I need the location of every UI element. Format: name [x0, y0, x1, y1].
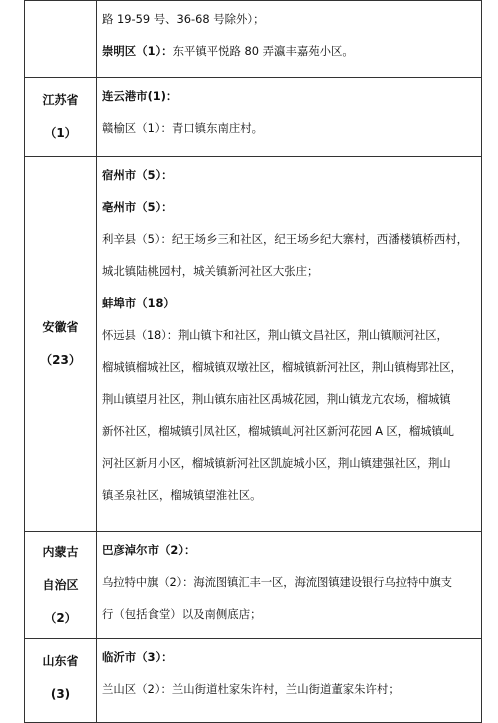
content-cell	[97, 532, 482, 639]
detail-text: 榴城镇榴城社区，榴城镇双墩社区，榴城镇新河社区，荆山镇梅郢社区，	[102, 360, 462, 374]
province-name: 安徽省	[42, 320, 79, 334]
content-line	[102, 602, 473, 626]
content-line	[102, 419, 473, 443]
detail-text: 河社区新月小区，榴城镇新河社区凯旋城小区，荆山镇建强社区，荆山	[102, 456, 451, 470]
detail-text: 城北镇陆桃园村，城关镇新河社区大张庄；	[102, 264, 319, 278]
content-line	[102, 483, 473, 507]
detail-text: 新怀社区，榴城镇引凤社区，榴城镇乢河社区新河花园 A 区，榴城镇乢	[102, 424, 454, 438]
content-cell	[97, 78, 482, 157]
province-cell	[25, 532, 97, 639]
region-table	[24, 0, 482, 723]
detail-text: 行（包括食堂）以及南侧底店；	[102, 607, 262, 621]
detail-text: 路 19-59 号、36-68 号除外）；	[102, 12, 265, 26]
content-line	[102, 451, 473, 475]
detail-text: 东平镇平悦路 80 弄瀛丰嘉苑小区。	[172, 44, 354, 58]
city-label: 巴彦淖尔市（2）：	[102, 543, 196, 557]
content-line	[102, 355, 473, 379]
city-label: 连云港市(1)：	[102, 89, 178, 103]
city-label: 临沂市（3）：	[102, 650, 173, 664]
table-row	[25, 78, 482, 157]
content-line	[102, 7, 473, 31]
detail-text: 赣榆区（1）：青口镇东南庄村。	[102, 121, 264, 135]
content-line	[102, 116, 473, 140]
content-line	[102, 677, 473, 701]
content-line	[102, 195, 473, 219]
detail-text: 镇圣泉社区，榴城镇望淮社区。	[102, 488, 262, 502]
content-line	[102, 570, 473, 594]
content-line	[102, 163, 473, 187]
province-cell	[25, 157, 97, 532]
province-count: （2）	[44, 610, 77, 625]
province-cell	[25, 78, 97, 157]
province-count: （1）	[44, 126, 77, 140]
content-line	[102, 323, 473, 347]
content-line	[102, 291, 473, 315]
city-label: 蚌埠市（18）	[102, 296, 175, 310]
detail-text: 乌拉特中旗（2）：海流图镇汇丰一区，海流图镇建设银行乌拉特中旗支	[102, 575, 452, 589]
province-cell	[25, 639, 97, 723]
province-name: 自治区	[42, 577, 79, 592]
province-count: (3)	[50, 687, 71, 701]
detail-text: 利辛县（5）：纪王场乡三和社区，纪王场乡纪大寨村，西潘楼镇桥西村，	[102, 232, 469, 246]
detail-text: 兰山区（2）：兰山街道杜家朱许村，兰山街道董家朱许村；	[102, 682, 400, 696]
district-label: 崇明区（1）：	[102, 44, 173, 58]
province-name: 内蒙古	[42, 544, 79, 559]
content-cell	[97, 1, 482, 78]
content-line	[102, 387, 473, 411]
content-line	[102, 645, 473, 669]
province-cell	[25, 1, 97, 78]
content-cell	[97, 639, 482, 723]
city-label: 宿州市（5）：	[102, 168, 173, 182]
city-label: 亳州市（5）：	[102, 200, 173, 214]
table-row	[25, 639, 482, 723]
content-line	[102, 39, 473, 63]
content-line	[102, 84, 473, 108]
province-name: 江苏省	[42, 93, 79, 107]
province-name: 山东省	[42, 654, 79, 668]
table-row	[25, 532, 482, 639]
content-line	[102, 259, 473, 283]
table-row	[25, 157, 482, 532]
detail-text: 荆山镇望月社区，荆山镇东庙社区禹城花园，荆山镇龙亢农场，榴城镇	[102, 392, 451, 406]
content-line	[102, 538, 473, 562]
detail-text: 怀远县（18）：荆山镇卞和社区，荆山镇文昌社区，荆山镇顺河社区，	[102, 328, 448, 342]
content-line	[102, 227, 473, 251]
province-count: （23）	[40, 353, 81, 367]
table-row	[25, 1, 482, 78]
content-cell	[97, 157, 482, 532]
